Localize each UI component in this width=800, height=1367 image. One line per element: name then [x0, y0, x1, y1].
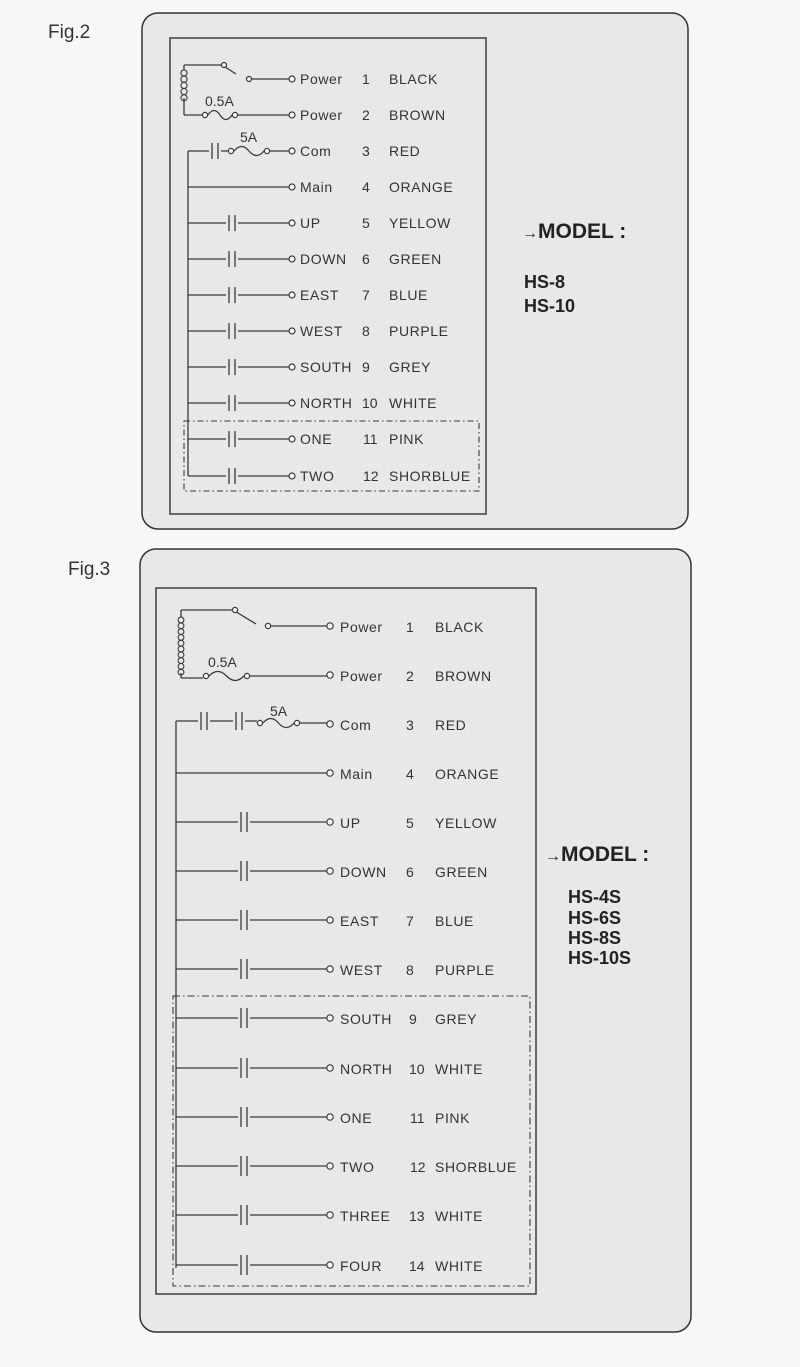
fuse-rating-label: 5A [240, 129, 258, 145]
figure-2-panel [142, 13, 688, 529]
terminal-name: NORTH [340, 1061, 393, 1077]
terminal-name: UP [340, 815, 361, 831]
terminal-name: THREE [340, 1208, 391, 1224]
terminal-name: EAST [300, 287, 339, 303]
wire-color: YELLOW [435, 815, 497, 831]
wire-number: 2 [362, 107, 370, 123]
terminal-icon [289, 473, 295, 479]
wire-color: GREY [435, 1011, 478, 1027]
terminal-icon [289, 436, 295, 442]
terminal-name: ONE [300, 431, 333, 447]
wire-number: 9 [362, 359, 370, 375]
wire-color: BROWN [435, 668, 492, 684]
terminal-icon [289, 400, 295, 406]
terminal-icon [327, 819, 333, 825]
wire-number: 4 [362, 179, 370, 195]
wire-number: 12 [410, 1159, 426, 1175]
wire-color: WHITE [435, 1061, 484, 1077]
wire-number: 13 [409, 1208, 425, 1224]
wire-number: 7 [362, 287, 370, 303]
fuse-end [228, 148, 233, 153]
terminal-name: Com [300, 143, 332, 159]
fuse-end [202, 112, 207, 117]
switch-contact [247, 77, 252, 82]
terminal-name: ONE [340, 1110, 373, 1126]
figure-3-model-heading: MODEL : [561, 843, 650, 866]
fuse-end [244, 673, 249, 678]
wire-color: BROWN [389, 107, 446, 123]
figure-3 [68, 549, 691, 1332]
wire-color: ORANGE [435, 766, 500, 782]
terminal-icon [289, 256, 295, 262]
terminal-name: NORTH [300, 395, 353, 411]
wire-number: 3 [406, 717, 414, 733]
fuse-rating-label: 0.5A [208, 654, 237, 670]
wire-color: BLUE [435, 913, 474, 929]
figure-3-model-item: HS-6S [568, 908, 622, 928]
wire-number: 6 [362, 251, 370, 267]
terminal-icon [289, 148, 295, 154]
terminal-name: UP [300, 215, 321, 231]
terminal-icon [327, 1065, 333, 1071]
terminal-icon [289, 292, 295, 298]
switch-pivot [232, 607, 237, 612]
wire-color: WHITE [435, 1258, 484, 1274]
wire-number: 2 [406, 668, 414, 684]
wire-color: GREEN [435, 864, 488, 880]
switch-contact [265, 623, 270, 628]
fuse-end [232, 112, 237, 117]
wire-number: 1 [406, 619, 414, 635]
wire-color: RED [389, 143, 421, 159]
fuse-end [257, 720, 262, 725]
terminal-icon [327, 868, 333, 874]
wire-color: RED [435, 717, 467, 733]
wire-color: SHORBLUE [389, 468, 471, 484]
fuse-rating-label: 0.5A [205, 93, 234, 109]
terminal-icon [289, 364, 295, 370]
figure-2-model-item: HS-8 [524, 272, 566, 292]
arrow-right-icon: → [545, 848, 561, 865]
figure-3-model-item: HS-8S [568, 928, 622, 948]
wire-color: PURPLE [389, 323, 449, 339]
terminal-icon [289, 328, 295, 334]
terminal-name: Power [340, 619, 383, 635]
wire-number: 1 [362, 71, 370, 87]
terminal-name: EAST [340, 913, 379, 929]
wire-number: 11 [410, 1110, 425, 1126]
terminal-icon [327, 1262, 333, 1268]
wire-number: 8 [362, 323, 370, 339]
wire-number: 7 [406, 913, 414, 929]
wire-color: ORANGE [389, 179, 454, 195]
arrow-right-icon: → [522, 225, 538, 242]
terminal-name: SOUTH [340, 1011, 392, 1027]
wire-color: GREY [389, 359, 432, 375]
terminal-icon [327, 721, 333, 727]
terminal-icon [327, 1015, 333, 1021]
wire-color: WHITE [435, 1208, 484, 1224]
terminal-icon [327, 770, 333, 776]
terminal-name: Power [340, 668, 383, 684]
figure-3-model-item: HS-10S [568, 948, 632, 968]
wire-number: 10 [362, 395, 378, 411]
terminal-name: Power [300, 107, 343, 123]
terminal-icon [327, 966, 333, 972]
terminal-name: SOUTH [300, 359, 352, 375]
switch-pivot [222, 63, 227, 68]
figure-3-model-item: HS-4S [568, 887, 622, 907]
wire-number: 11 [363, 431, 378, 447]
wire-color: PURPLE [435, 962, 495, 978]
terminal-icon [327, 1163, 333, 1169]
wire-number: 5 [406, 815, 414, 831]
terminal-icon [327, 1114, 333, 1120]
wire-color: PINK [389, 431, 425, 447]
terminal-icon [327, 672, 333, 678]
terminal-name: TWO [300, 468, 335, 484]
wire-color: WHITE [389, 395, 438, 411]
terminal-icon [289, 184, 295, 190]
terminal-name: DOWN [340, 864, 387, 880]
figure-3-model-label [545, 843, 649, 866]
fuse-end [294, 720, 299, 725]
figure-2-model-item: HS-10 [524, 296, 576, 316]
terminal-name: DOWN [300, 251, 347, 267]
terminal-name: WEST [340, 962, 383, 978]
wire-color: GREEN [389, 251, 442, 267]
wire-color: SHORBLUE [435, 1159, 517, 1175]
wire-number: 12 [363, 468, 379, 484]
fuse-end [264, 148, 269, 153]
terminal-name: TWO [340, 1159, 375, 1175]
wire-number: 4 [406, 766, 414, 782]
terminal-icon [289, 220, 295, 226]
wire-color: YELLOW [389, 215, 451, 231]
wire-number: 14 [409, 1258, 425, 1274]
fuse-end [203, 673, 208, 678]
terminal-name: Main [300, 179, 333, 195]
fuse-rating-label: 5A [270, 703, 288, 719]
wire-color: BLUE [389, 287, 428, 303]
terminal-name: Power [300, 71, 343, 87]
figure-2-model-heading: MODEL : [538, 220, 627, 243]
terminal-icon [327, 623, 333, 629]
wire-color: PINK [435, 1110, 471, 1126]
wire-color: BLACK [389, 71, 438, 87]
terminal-icon [289, 112, 295, 118]
terminal-name: FOUR [340, 1258, 383, 1274]
figure-3-label: Fig.3 [68, 559, 111, 580]
figure-2 [48, 13, 688, 529]
figure-2-model-label [522, 220, 626, 243]
wire-number: 3 [362, 143, 370, 159]
terminal-name: Main [340, 766, 373, 782]
wire-number: 10 [409, 1061, 425, 1077]
wire-color: BLACK [435, 619, 484, 635]
wire-number: 6 [406, 864, 414, 880]
wire-number: 8 [406, 962, 414, 978]
wire-number: 9 [409, 1011, 417, 1027]
figure-2-label: Fig.2 [48, 22, 91, 43]
wire-number: 5 [362, 215, 370, 231]
terminal-icon [327, 917, 333, 923]
terminal-name: WEST [300, 323, 343, 339]
terminal-name: Com [340, 717, 372, 733]
terminal-icon [327, 1212, 333, 1218]
terminal-icon [289, 76, 295, 82]
